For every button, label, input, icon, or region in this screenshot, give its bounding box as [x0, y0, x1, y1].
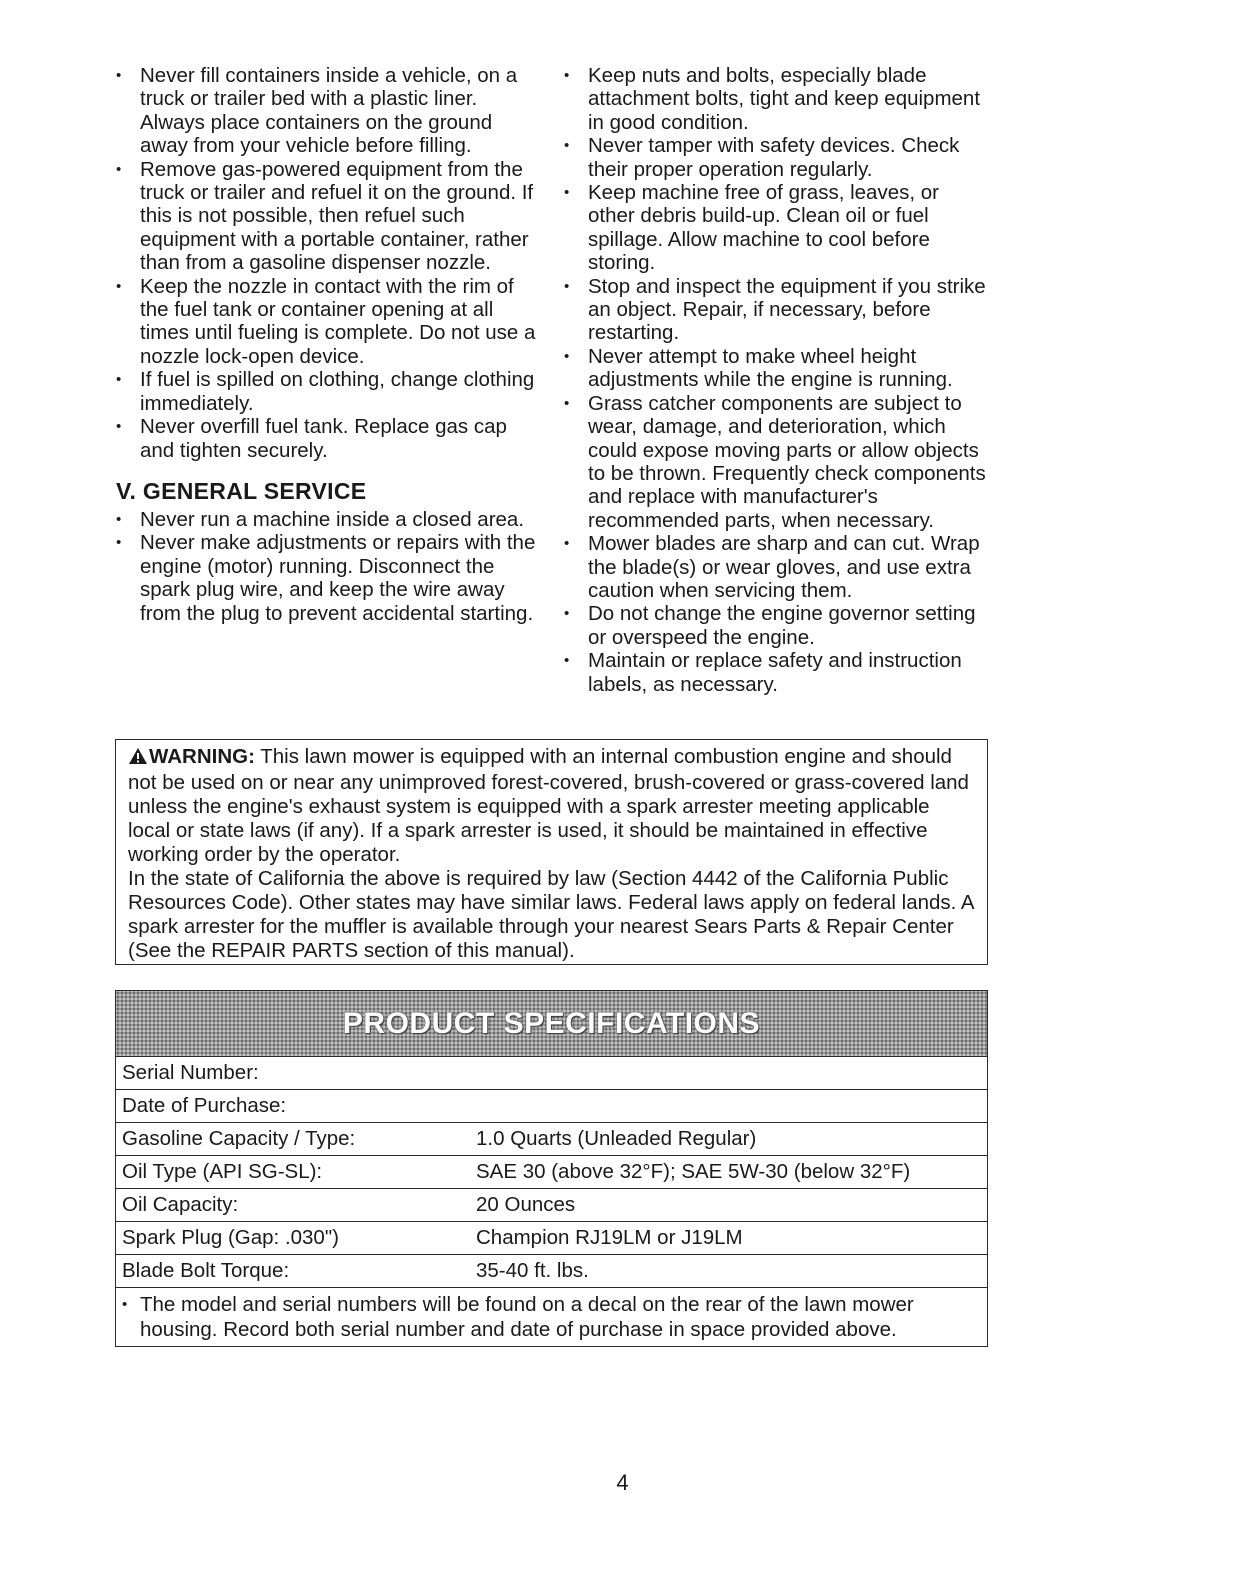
spec-label: Serial Number: — [122, 1061, 259, 1084]
service-bullet-list — [560, 64, 990, 696]
spec-note-list — [122, 1292, 979, 1342]
page-number: 4 — [616, 1470, 629, 1495]
list-item: • Never run a machine inside a closed area. — [112, 508, 542, 531]
list-item: • Never attempt to make wheel height adjustments while the engine is running. — [560, 345, 990, 392]
list-item: • Stop and inspect the equipment if you strike an object. Repair, if necessary, before restarting. — [560, 275, 990, 345]
list-item: • Never fill containers inside a vehicle, on a truck or trailer bed with a plastic liner. Always place containers on the ground away from your vehicle before filling. — [112, 64, 542, 158]
spec-value: SAE 30 (above 32°F); SAE 5W-30 (below 32°F) — [476, 1160, 911, 1183]
spec-label: Blade Bolt Torque: — [122, 1259, 290, 1282]
spec-value: 1.0 Quarts (Unleaded Regular) — [476, 1127, 757, 1150]
list-item: • Keep the nozzle in contact with the rim of the fuel tank or container opening at all times until fueling is complete. Do not use a nozzle lock-open device. — [112, 275, 542, 369]
list-item: • If fuel is spilled on clothing, change clothing immediately. — [112, 368, 542, 415]
warning-text: This lawn mower is equipped with an internal combustion engine and should not be used on or near any unimproved forest-covered, brush-covered or grass-covered land unless the engine's exhaust system is equipped with a spark arrester meeting applicable local or state laws (if any). If a spark arrester is used, it should be maintained in effective working order by the operator. — [128, 745, 969, 866]
spec-title: PRODUCT SPECIFICATIONS — [342, 1006, 761, 1040]
spec-value: 20 Ounces — [476, 1193, 576, 1216]
fueling-bullet-list — [112, 64, 542, 462]
spec-label: Gasoline Capacity / Type: — [122, 1127, 356, 1150]
warning-triangle-icon — [128, 747, 148, 771]
spec-label: Date of Purchase: — [122, 1094, 287, 1117]
spec-row-serial-number — [116, 1057, 987, 1090]
spec-note-text: • The model and serial numbers will be found on a decal on the rear of the lawn mower housing. Record both serial number and date of purchase in space provided above. — [122, 1292, 979, 1342]
warning-box — [115, 739, 988, 965]
list-item: • Never tamper with safety devices. Check their proper operation regularly. — [560, 134, 990, 181]
spec-value: 35-40 ft. lbs. — [476, 1259, 589, 1282]
spec-value: Champion RJ19LM or J19LM — [476, 1226, 743, 1249]
spec-banner — [116, 991, 987, 1057]
list-item: • Maintain or replace safety and instruction labels, as necessary. — [560, 649, 990, 696]
spec-row-spark-plug — [116, 1222, 987, 1255]
spec-label: Oil Type (API SG-SL): — [122, 1160, 323, 1183]
right-column — [560, 64, 990, 696]
list-item: • Keep machine free of grass, leaves, or other debris build-up. Clean oil or fuel spillage. Allow machine to cool before storing. — [560, 181, 990, 275]
warning-label: WARNING: — [149, 745, 255, 768]
section-heading-general-service: V. GENERAL SERVICE — [116, 477, 367, 504]
list-item: • Grass catcher components are subject to wear, damage, and deterioration, which could expose moving parts or allow objects to be thrown. Frequently check components and replace with manufacturer's recommended parts, when necessary. — [560, 392, 990, 532]
warning-paragraph-2: In the state of California the above is required by law (Section 4442 of the California Public Resources Code). Other states may have similar laws. Federal laws apply on federal lands. A spark arrester for the muffler is available through your nearest Sears Parts & Repair Center (See the REPAIR PARTS section of this manual). — [128, 867, 974, 962]
left-column — [112, 64, 542, 625]
list-item: • Remove gas-powered equipment from the truck or trailer and refuel it on the ground. If this is not possible, then refuel such equipment with a portable container, rather than from a gasoline dispenser nozzle. — [112, 158, 542, 275]
list-item: • Never make adjustments or repairs with the engine (motor) running. Disconnect the spark plug wire, and keep the wire away from the plug to prevent accidental starting. — [112, 531, 542, 625]
list-item: • Keep nuts and bolts, especially blade attachment bolts, tight and keep equipment in good condition. — [560, 64, 990, 134]
spec-row-blade-bolt-torque — [116, 1255, 987, 1288]
spec-row-oil-type — [116, 1156, 987, 1189]
product-specifications-table — [115, 990, 988, 1347]
spec-row-gasoline-capacity — [116, 1123, 987, 1156]
spec-row-date-of-purchase — [116, 1090, 987, 1123]
spec-note — [116, 1288, 987, 1346]
list-item: • Never overfill fuel tank. Replace gas cap and tighten securely. — [112, 415, 542, 462]
spec-label: Spark Plug (Gap: .030") — [122, 1226, 339, 1249]
list-item: • Do not change the engine governor setting or overspeed the engine. — [560, 602, 990, 649]
spec-label: Oil Capacity: — [122, 1193, 239, 1216]
general-service-bullet-list — [112, 508, 542, 625]
warning-paragraph — [128, 745, 977, 867]
spec-row-oil-capacity — [116, 1189, 987, 1222]
list-item: • Mower blades are sharp and can cut. Wrap the blade(s) or wear gloves, and use extra caution when servicing them. — [560, 532, 990, 602]
